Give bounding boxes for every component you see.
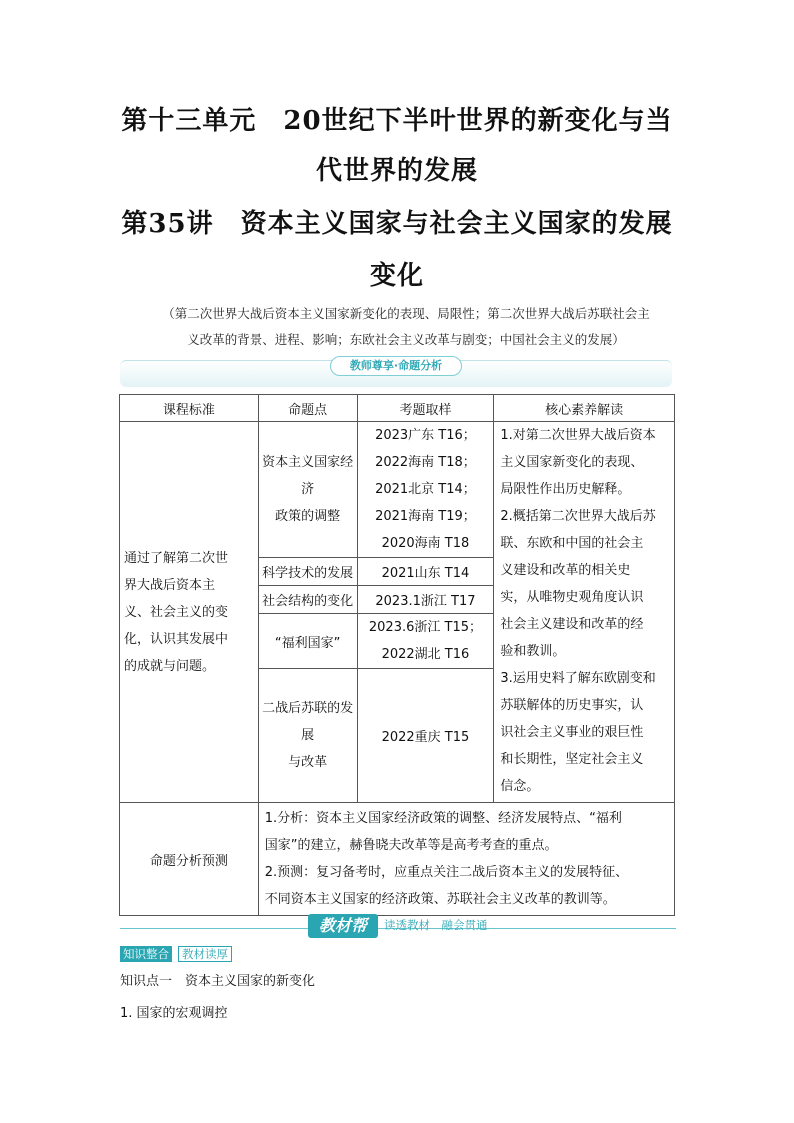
- point-line: 二战后苏联的发: [262, 701, 354, 716]
- core-line: 实，从唯物史观角度认识: [500, 590, 644, 605]
- header-core: 核心素养解读: [494, 395, 675, 422]
- core-line: 社会主义建设和改革的经: [500, 617, 644, 632]
- standard-line: 义、社会主义的变: [124, 604, 229, 620]
- analysis-table: [119, 394, 675, 916]
- core-line: 苏联解体的历史事实，认: [500, 698, 644, 713]
- standard-line: 通过了解第二次世: [124, 550, 229, 566]
- samples-cell: 2021山东 T14: [357, 558, 494, 586]
- prediction-label: 命题分析预测: [120, 803, 259, 916]
- samples-cell: [357, 422, 494, 558]
- knowledge-point-title: 知识点一 资本主义国家的新变化: [120, 974, 316, 989]
- tag-integrate: 知识整合: [120, 946, 172, 962]
- prediction-line: 不同资本主义国家的经济政策、苏联社会主义改革的教训等。: [264, 892, 616, 907]
- header-samples: 考题取样: [357, 395, 494, 422]
- point-line: 政策的调整: [275, 509, 341, 524]
- point-line: 与改革: [288, 755, 328, 770]
- core-line: 义建设和改革的相关史: [500, 563, 631, 578]
- prediction-line: 国家”的建立，赫鲁晓夫改革等是高考考查的重点。: [264, 838, 558, 853]
- core-line: 验和教训。: [500, 644, 566, 659]
- point-cell: [258, 422, 357, 558]
- lecture-title-line2: 变化: [369, 261, 424, 291]
- textbook-badge: 教材帮: [308, 914, 378, 938]
- point-cell: “福利国家”: [258, 614, 357, 669]
- core-line: 局限性作出历史解释。: [500, 482, 631, 497]
- standard-line: 的成就与问题。: [124, 658, 216, 674]
- sample-line: 2020海南 T18: [381, 536, 470, 551]
- standard-line: 化，认识其发展中: [124, 631, 229, 647]
- course-standard-cell: [120, 422, 259, 803]
- point-line: 资本主义国家经: [262, 455, 354, 470]
- point-cell: [258, 669, 357, 803]
- prediction-cell: [258, 803, 674, 916]
- teacher-badge: 教师尊享·命题分析: [330, 356, 462, 376]
- sample-line: 2022海南 T18；: [375, 455, 476, 470]
- samples-cell: 2023.1浙江 T17: [357, 586, 494, 614]
- scope-line1: （第二次世界大战后资本主义国家新变化的表现、局限性；第二次世界大战后苏联社会主: [162, 306, 650, 321]
- table-row: [120, 803, 675, 916]
- unit-title-line1: 第十三单元 20世纪下半叶世界的新变化与当: [121, 106, 673, 136]
- table-header-row: [120, 395, 675, 422]
- point-cell: 科学技术的发展: [258, 558, 357, 586]
- table-row: [120, 422, 675, 558]
- prediction-line: 2.预测：复习备考时，应重点关注二战后资本主义的发展特征、: [264, 865, 629, 880]
- core-line: 2.概括第二次世界大战后苏: [500, 509, 656, 524]
- core-line: 1.对第二次世界大战后资本: [500, 428, 656, 443]
- core-line: 和长期性，坚定社会主义: [500, 752, 644, 767]
- sample-line: 2023.6浙江 T15；: [368, 620, 482, 635]
- standard-line: 界大战后资本主: [124, 577, 216, 593]
- point-cell: 社会结构的变化: [258, 586, 357, 614]
- core-line: 联、东欧和中国的社会主: [500, 536, 644, 551]
- header-standard: 课程标准: [120, 395, 259, 422]
- core-line: 3.运用史料了解东欧剧变和: [500, 671, 656, 686]
- tag-read: 教材读厚: [178, 946, 232, 962]
- samples-cell: [357, 614, 494, 669]
- point-line: 济: [301, 482, 315, 497]
- core-line: 主义国家新变化的表现、: [500, 455, 644, 470]
- core-literacy-cell: [494, 422, 675, 803]
- scope-line2: 义改革的背景、进程、影响；东欧社会主义改革与剧变；中国社会主义的发展）: [187, 332, 625, 347]
- sample-line: 2022湖北 T16: [381, 647, 470, 662]
- unit-title-line2: 代世界的发展: [315, 156, 478, 186]
- point-line: 展: [301, 728, 315, 743]
- lecture-title-line1: 第35讲 资本主义国家与社会主义国家的发展: [121, 209, 673, 239]
- header-point: 命题点: [258, 395, 357, 422]
- subpoint-title: 1. 国家的宏观调控: [120, 1006, 228, 1021]
- prediction-line: 1.分析：资本主义国家经济政策的调整、经济发展特点、“福利: [264, 811, 622, 826]
- sample-line: 2021北京 T14；: [375, 482, 476, 497]
- core-line: 识社会主义事业的艰巨性: [500, 725, 644, 740]
- textbook-subtitle: 读透教材 融会贯通: [384, 918, 488, 932]
- core-line: 信念。: [500, 779, 540, 794]
- sample-line: 2023广东 T16；: [375, 428, 476, 443]
- samples-cell: 2022重庆 T15: [357, 669, 494, 803]
- sample-line: 2021海南 T19；: [375, 509, 476, 524]
